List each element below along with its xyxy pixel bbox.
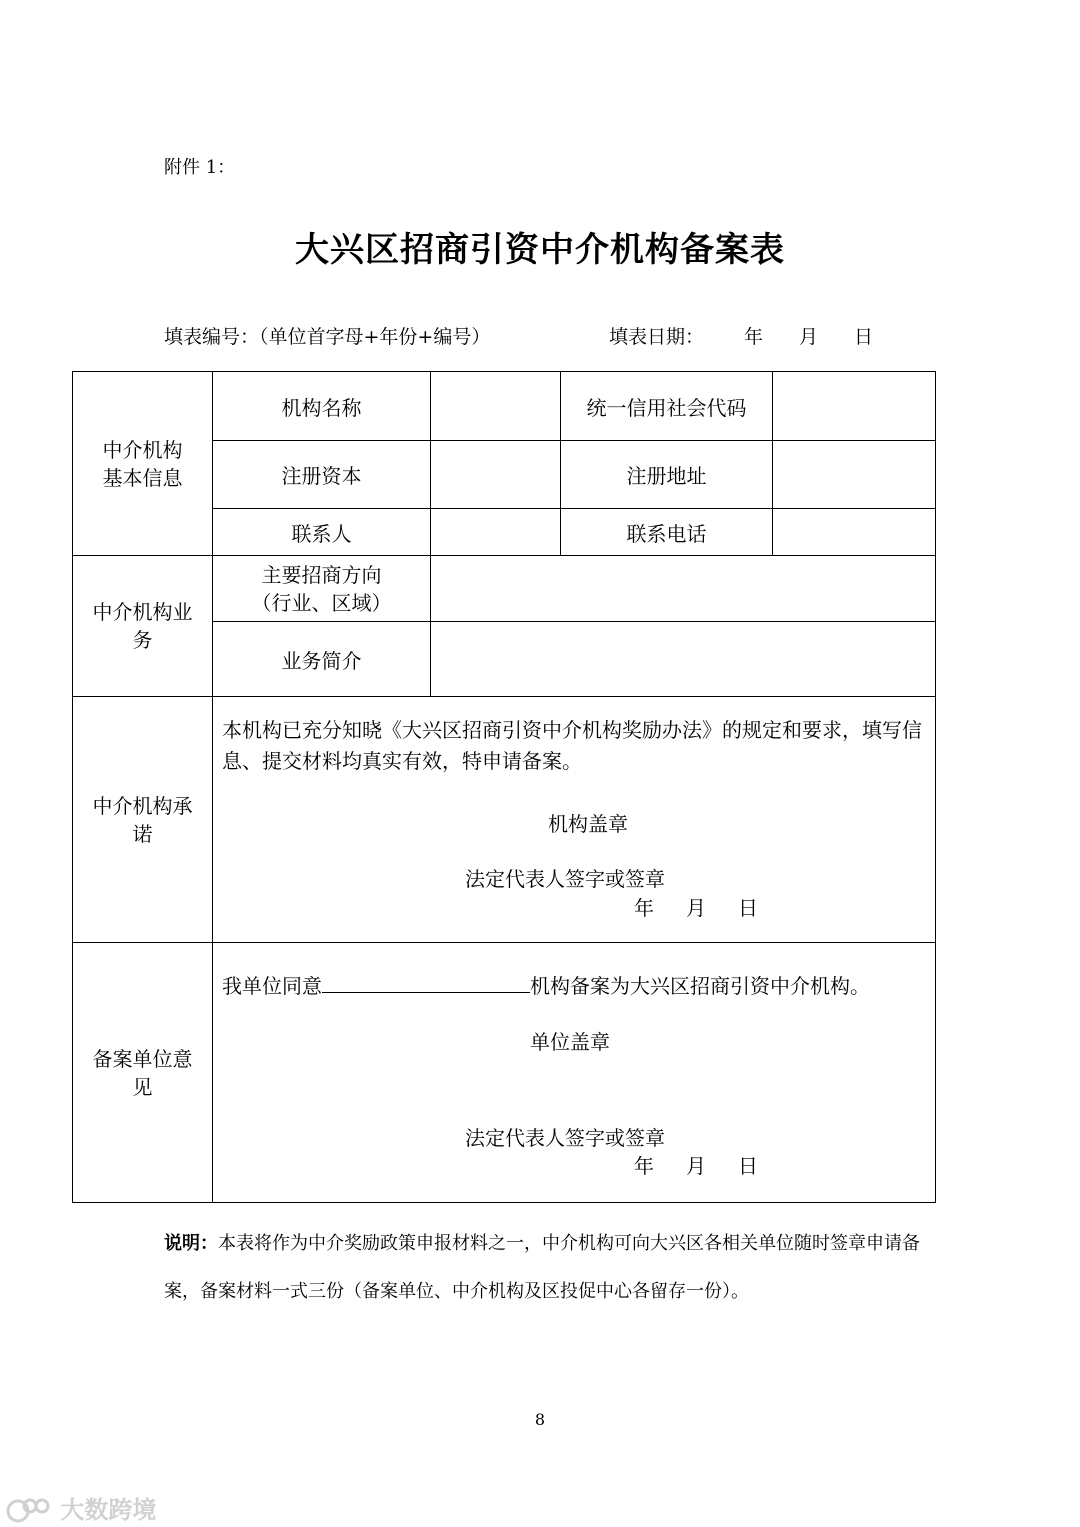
business-intro-label: 业务简介 [213, 622, 431, 697]
fill-date [609, 322, 873, 349]
opinion-content [213, 943, 936, 1203]
opinion-label: 备案单位意见 [92, 1046, 193, 1099]
business-intro-field[interactable] [431, 622, 936, 697]
org-name-blank[interactable] [322, 972, 530, 993]
basic-info-label-cell [73, 372, 213, 556]
registration-form-table [72, 371, 936, 1203]
opinion-year: 年 [634, 1154, 654, 1178]
credit-code-field[interactable] [773, 372, 936, 441]
watermark [6, 1490, 156, 1526]
pledge-day: 日 [738, 896, 758, 920]
opinion-statement [222, 970, 922, 999]
pledge-signature-label: 法定代表人签字或签章 [465, 867, 665, 891]
note-label: 说明： [164, 1233, 218, 1254]
main-direction-label: 主要招商方向 [261, 562, 382, 587]
fill-number-label: 填表编号：（单位首字母+年份+编号） [164, 326, 491, 348]
registered-capital-label: 注册资本 [213, 441, 431, 509]
business-label-cell [73, 556, 213, 697]
contact-person-field[interactable] [431, 509, 561, 556]
fill-date-day: 日 [854, 326, 874, 348]
note-text: 本表将作为中介奖励政策申报材料之一，中介机构可向大兴区各相关单位随时签章申请备案，备案材料一式三份（备案单位、中介机构及区投促中心各留存一份）。 [164, 1233, 920, 1302]
org-name-label: 机构名称 [213, 372, 431, 441]
pledge-month: 月 [686, 896, 706, 920]
contact-person-label: 联系人 [213, 509, 431, 556]
attachment-label: 附件 1： [164, 157, 236, 178]
opinion-signature-label: 法定代表人签字或签章 [465, 1126, 665, 1150]
registered-address-label: 注册地址 [561, 441, 773, 509]
fill-date-year: 年 [744, 326, 764, 348]
pledge-year: 年 [634, 896, 654, 920]
watermark-text: 大数跨境 [60, 1496, 157, 1524]
opinion-date [634, 1150, 758, 1179]
watermark-logo-icon [6, 1496, 52, 1526]
opinion-month: 月 [686, 1154, 706, 1178]
opinion-seal-label: 单位盖章 [530, 1030, 610, 1054]
opinion-prefix: 我单位同意 [222, 974, 322, 998]
fill-date-label: 填表日期： [609, 326, 705, 348]
org-name-field[interactable] [431, 372, 561, 441]
credit-code-label: 统一信用社会代码 [561, 372, 773, 441]
note [164, 1220, 924, 1316]
main-direction-label-cell [213, 556, 431, 622]
opinion-day: 日 [738, 1154, 758, 1178]
page-title: 大兴区招商引资中介机构备案表 [295, 230, 785, 270]
business-label: 中介机构业务 [92, 600, 193, 652]
main-direction-sublabel: （行业、区域） [251, 590, 392, 615]
pledge-seal-label: 机构盖章 [548, 812, 628, 836]
main-direction-field[interactable] [431, 556, 936, 622]
opinion-label-cell [73, 943, 213, 1203]
basic-info-label: 中介机构基本信息 [102, 437, 183, 490]
contact-phone-label: 联系电话 [561, 509, 773, 556]
page-number: 8 [534, 1410, 546, 1429]
opinion-suffix: 机构备案为大兴区招商引资中介机构。 [530, 974, 870, 998]
pledge-label-cell [73, 697, 213, 943]
pledge-text: 本机构已充分知晓《大兴区招商引资中介机构奖励办法》的规定和要求，填写信息、提交材料均真实有效，特申请备案。 [222, 718, 922, 773]
pledge-date [634, 892, 758, 921]
registered-capital-field[interactable] [431, 441, 561, 509]
pledge-content [213, 697, 936, 943]
fill-date-month: 月 [799, 326, 819, 348]
pledge-label: 中介机构承诺 [92, 793, 193, 846]
contact-phone-field[interactable] [773, 509, 936, 556]
registered-address-field[interactable] [773, 441, 936, 509]
